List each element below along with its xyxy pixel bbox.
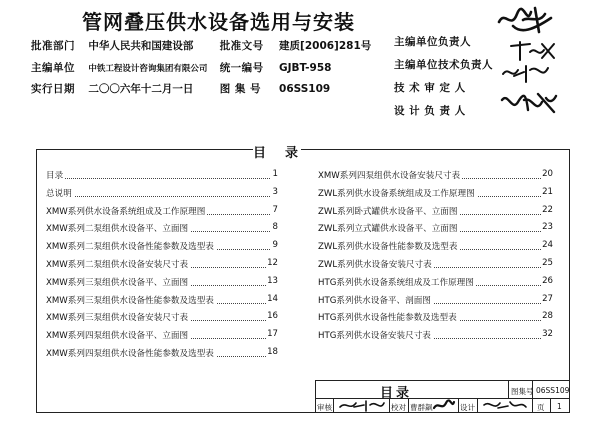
- toc-entry-title: HTG系列供水设备平、剖面图: [318, 295, 431, 306]
- toc-entry-page: 14: [267, 293, 278, 304]
- toc-entry-page: 28: [542, 311, 553, 322]
- role-label: 技 术 审 定 人: [394, 82, 466, 94]
- title-block-divider: [389, 398, 390, 413]
- toc-entry-title: XMW系列三泵组供水设备安装尺寸表: [46, 313, 189, 324]
- title-block-divider: [508, 380, 509, 398]
- toc-entry-page: 16: [267, 311, 278, 322]
- responsible-persons: [394, 30, 599, 122]
- approval-no-label: 批准文号: [219, 40, 264, 52]
- review-label: 审核: [317, 403, 332, 412]
- approver-value: 中华人民共和国建设部: [88, 40, 194, 52]
- check-signature: [432, 399, 456, 412]
- toc-left-column: [46, 167, 278, 363]
- date-label: 实行日期: [31, 83, 75, 95]
- signature-chief: [495, 4, 555, 38]
- meta-row-editor: [31, 60, 331, 75]
- toc-entry-title: ZWL系列立式罐供水设备平、立面图: [318, 224, 458, 235]
- title-block-divider: [333, 398, 334, 413]
- toc-entry-page: 8: [272, 222, 278, 233]
- meta-row-approval: [31, 38, 371, 53]
- signature-reviewer: [500, 62, 552, 84]
- toc-entry-page: 26: [542, 275, 553, 286]
- role-row: [394, 99, 599, 122]
- toc-entry[interactable]: [318, 292, 553, 310]
- editor-label: 主编单位: [31, 62, 75, 74]
- design-signature: [481, 399, 529, 412]
- role-label: 设 计 负 责 人: [394, 105, 466, 117]
- page-label: 页: [537, 403, 545, 412]
- role-label: 主编单位负责人: [394, 36, 471, 48]
- role-row: [394, 53, 599, 76]
- toc-entry-title: XMW系列二泵组供水设备平、立面图: [46, 224, 189, 235]
- toc-entry-title: XMW系列供水设备系统组成及工作原理图: [46, 206, 206, 217]
- toc-entry-title: HTG系列供水设备安装尺寸表: [318, 331, 431, 342]
- toc-entry-page: 24: [542, 240, 553, 251]
- toc-right-column: [318, 167, 553, 345]
- role-label: 主编单位技术负责人: [394, 59, 493, 71]
- toc-entry[interactable]: [46, 327, 278, 345]
- approver-label: 批准部门: [31, 40, 75, 52]
- toc-entry-title: HTG系列供水设备性能参数及选型表: [318, 313, 457, 324]
- toc-entry-title: XMW系列二泵组供水设备安装尺寸表: [46, 259, 189, 270]
- toc-entry[interactable]: [318, 327, 553, 345]
- unified-no-label: 统一编号: [219, 62, 264, 74]
- meta-row-date: [31, 81, 330, 96]
- title-block-divider: [532, 398, 533, 413]
- toc-entry-title: XMW系列三泵组供水设备平、立面图: [46, 277, 189, 288]
- toc-entry-page: 32: [542, 329, 553, 340]
- unified-no-value: GJBT-958: [279, 62, 332, 74]
- role-row: [394, 76, 599, 99]
- toc-entry-title: XMW系列三泵组供水设备性能参数及选型表: [46, 295, 214, 306]
- toc-entry-title: XMW系列四泵组供水设备平、立面图: [46, 331, 189, 342]
- title-block-divider: [408, 398, 409, 413]
- toc-entry-page: 18: [267, 346, 278, 357]
- date-value: 二〇〇六年十二月一日: [88, 83, 194, 95]
- title-block-atlas-label: 图集号: [511, 387, 534, 396]
- toc-entry[interactable]: [318, 256, 553, 274]
- toc-entry-page: 13: [267, 275, 278, 286]
- toc-entry-title: ZWL系列供水设备性能参数及选型表: [318, 242, 458, 253]
- editor-value: 中铁工程设计咨询集团有限公司: [88, 64, 208, 74]
- toc-entry-title: ZWL系列供水设备安装尺寸表: [318, 259, 432, 270]
- title-block-atlas-value: 06SS109: [536, 386, 570, 395]
- review-signature: [338, 399, 386, 412]
- toc-entry-title: 目录: [46, 171, 64, 181]
- toc-entry[interactable]: [318, 203, 553, 221]
- toc-title: 目 录: [253, 142, 301, 161]
- check-name: 曹群飙: [410, 403, 433, 412]
- toc-entry-page: 3: [272, 186, 278, 197]
- toc-entry[interactable]: [46, 185, 278, 203]
- toc-entry-title: HTG系列供水设备系统组成及工作原理图: [318, 277, 474, 288]
- toc-entry-page: 23: [542, 222, 553, 233]
- toc-entry[interactable]: [318, 309, 553, 327]
- approval-no-value: 建质[2006]281号: [279, 40, 372, 52]
- title-block-divider: [550, 398, 551, 413]
- signature-designer: [498, 90, 558, 118]
- page-value: 1: [557, 402, 562, 411]
- toc-entry[interactable]: [46, 256, 278, 274]
- toc-entry-page: 7: [272, 204, 278, 215]
- toc-entry[interactable]: [46, 167, 278, 185]
- toc-entry[interactable]: [46, 292, 278, 310]
- title-block-divider: [458, 398, 459, 413]
- design-label: 设计: [460, 403, 475, 412]
- toc-entry[interactable]: [318, 238, 553, 256]
- toc-entry[interactable]: [46, 345, 278, 363]
- toc-entry-title: XMW系列四泵组供水设备性能参数及选型表: [46, 348, 214, 359]
- toc-entry-page: 21: [542, 186, 553, 197]
- atlas-no-label: 图 集 号: [219, 83, 261, 95]
- toc-entry-title: ZWL系列卧式罐供水设备平、立面图: [318, 206, 458, 217]
- title-block-name: 目录: [380, 386, 413, 401]
- toc-entry-page: 9: [272, 240, 278, 251]
- toc-entry-page: 22: [542, 204, 553, 215]
- toc-entry[interactable]: [46, 238, 278, 256]
- toc-entry[interactable]: [318, 274, 553, 292]
- toc-entry[interactable]: [46, 309, 278, 327]
- toc-entry[interactable]: [318, 167, 553, 185]
- toc-entry[interactable]: [46, 274, 278, 292]
- toc-entry-title: 总说明: [46, 188, 72, 199]
- toc-entry[interactable]: [46, 203, 278, 221]
- toc-entry-page: 27: [542, 293, 553, 304]
- toc-entry[interactable]: [46, 220, 278, 238]
- atlas-title: 管网叠压供水设备选用与安装: [82, 10, 355, 34]
- title-block-divider: [477, 398, 478, 413]
- toc-entry-title: ZWL系列供水设备系统组成及工作原理图: [318, 188, 475, 199]
- toc-entry-page: 17: [267, 329, 278, 340]
- atlas-no-value: 06SS109: [279, 83, 331, 95]
- toc-entry-page: 1: [272, 169, 278, 179]
- toc-entry[interactable]: [318, 220, 553, 238]
- toc-entry-title: XMW系列二泵组供水设备性能参数及选型表: [46, 242, 214, 253]
- toc-entry-page: 25: [542, 257, 553, 268]
- toc-entry-page: 12: [267, 257, 278, 268]
- toc-entry-title: XMW系列四泵组供水设备安装尺寸表: [318, 171, 461, 181]
- toc-entry[interactable]: [318, 185, 553, 203]
- signature-tech-chief: [508, 38, 558, 62]
- toc-entry-page: 20: [542, 169, 553, 179]
- check-label: 校对: [391, 403, 406, 412]
